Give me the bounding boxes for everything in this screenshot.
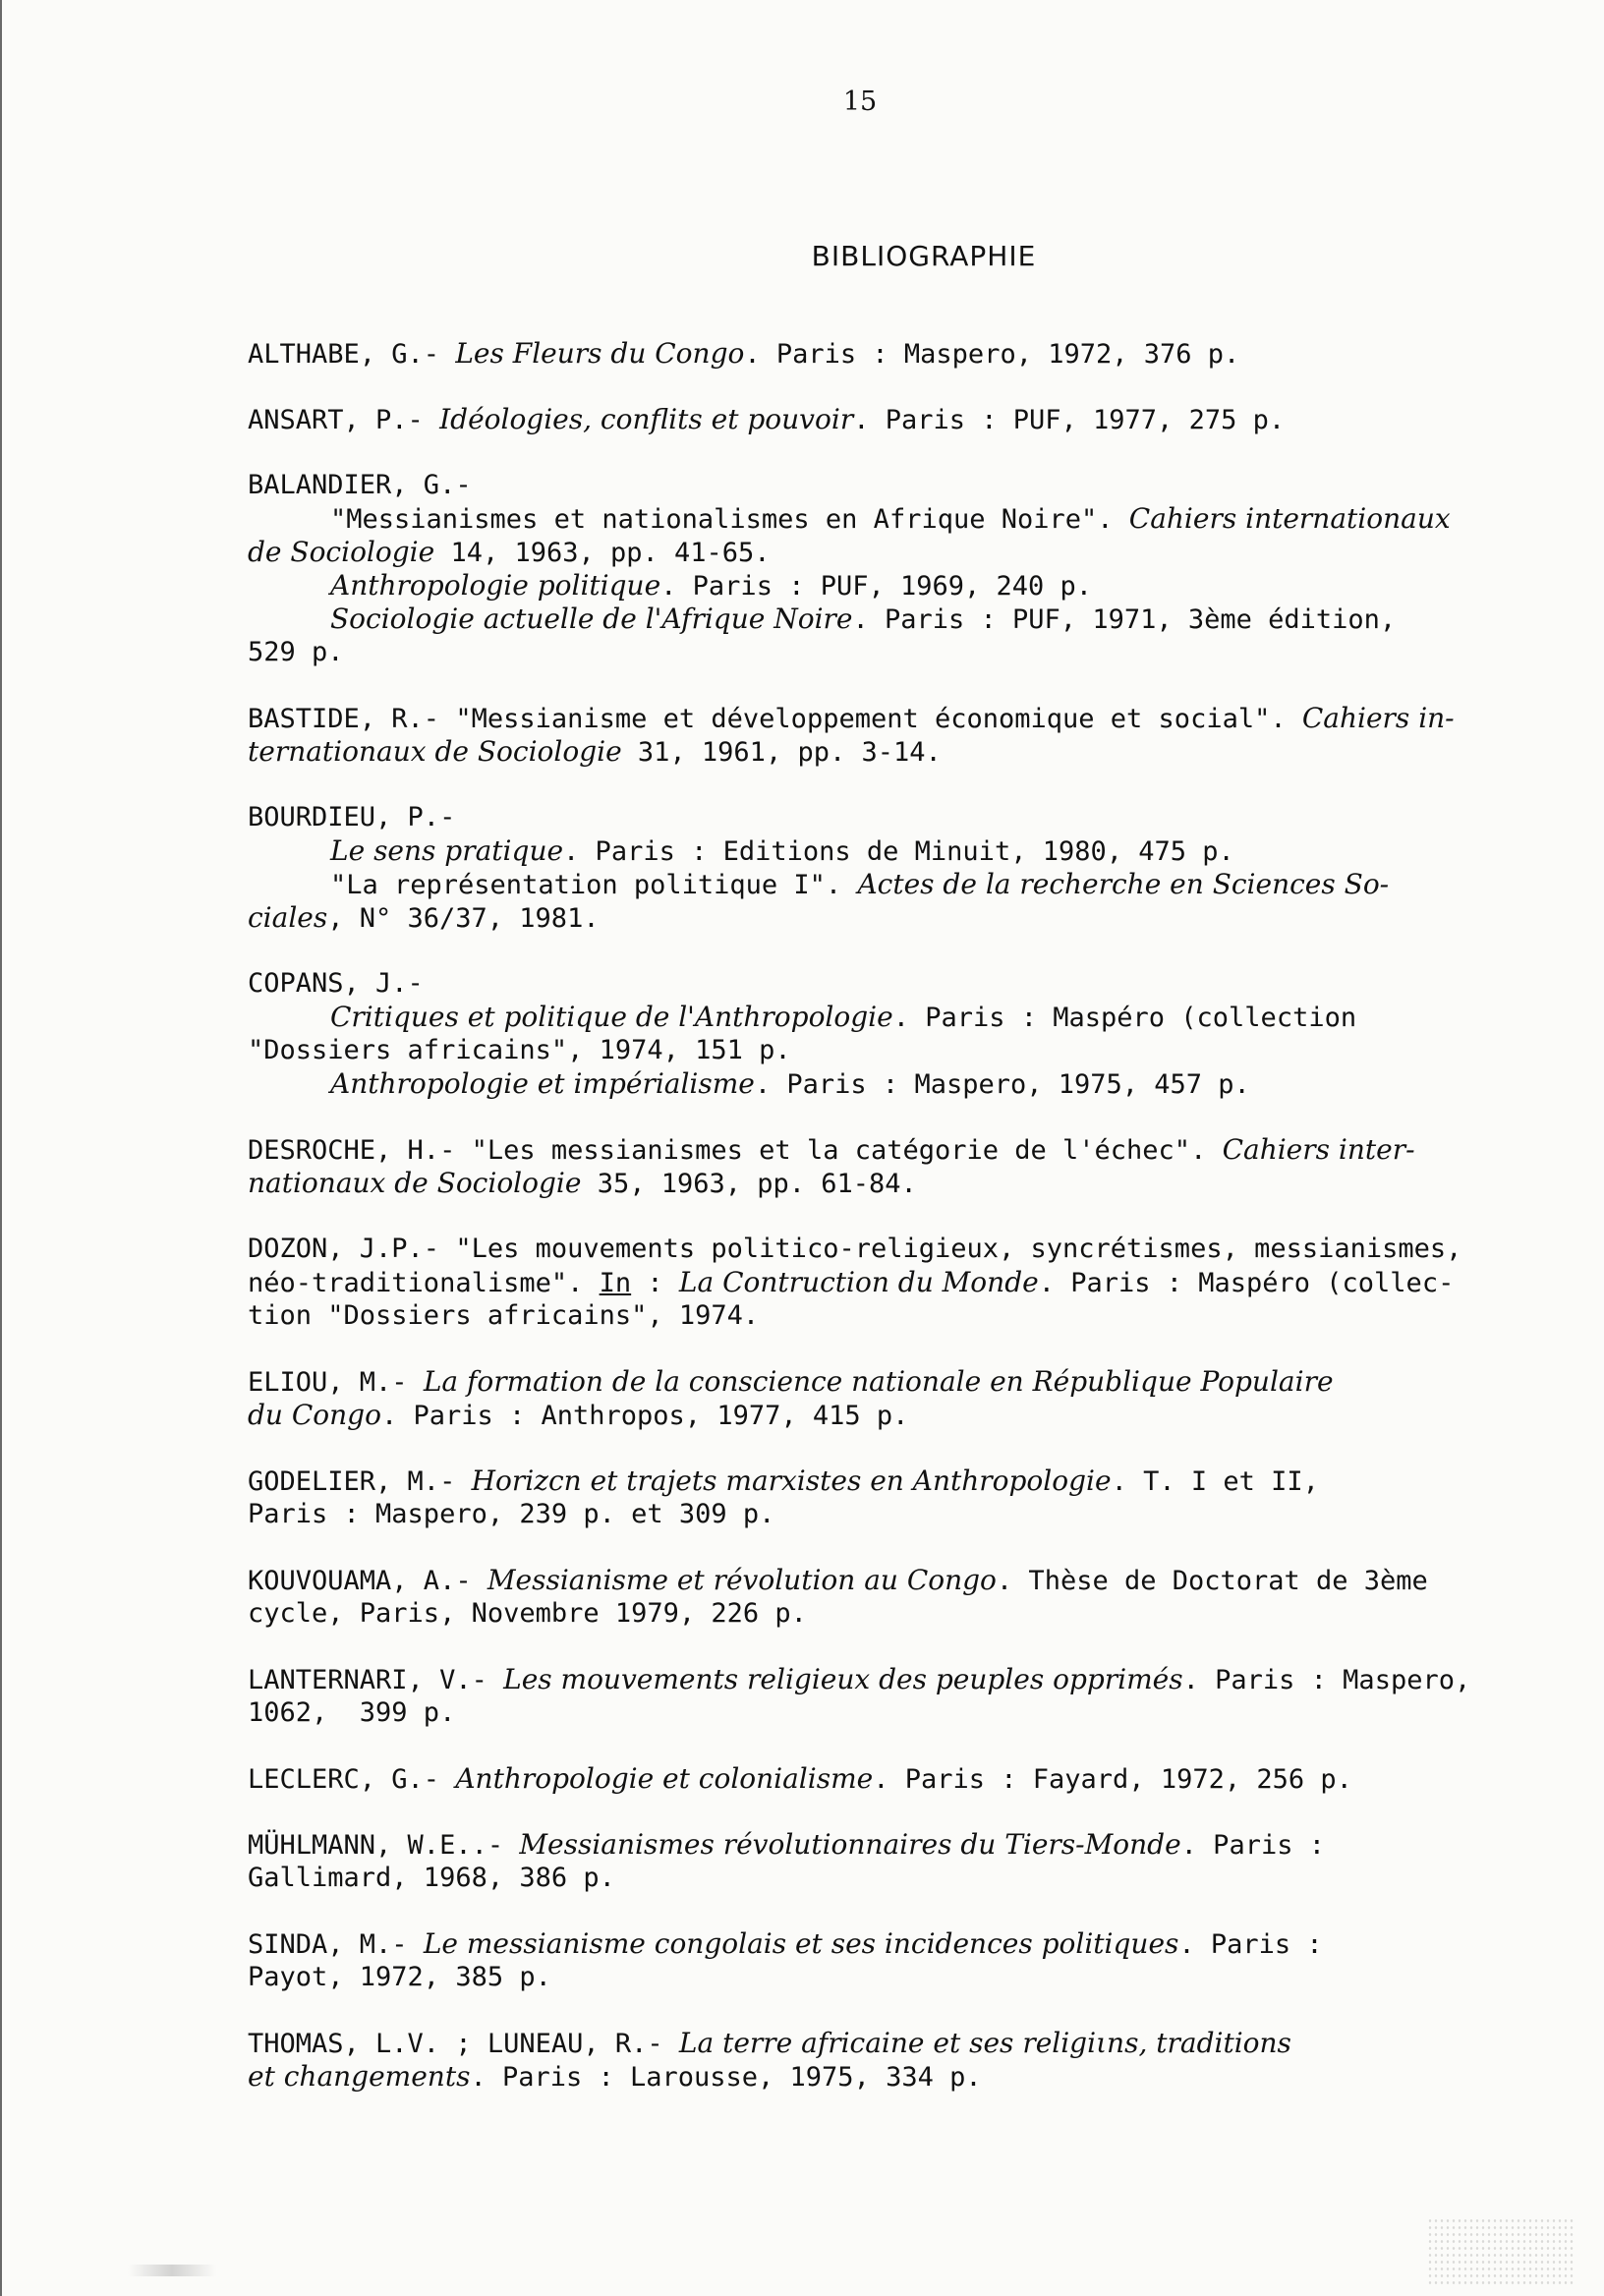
entry-text: THOMAS, L.V. ; LUNEAU, R.- [248,2029,679,2059]
bibliography-list [248,337,1530,2126]
entry-line [248,1862,1530,1895]
entry-line [248,1663,1530,1696]
entry-line [248,1034,1530,1067]
entry-line [248,1564,1530,1597]
entry-line [248,735,1530,769]
entry-text: Payot, 1972, 385 p. [248,1962,551,1992]
bibliography-entry [248,1365,1530,1432]
entry-title-text: La terre africaine et ses religiιns, traditions [678,2027,1291,2059]
entry-title-text: Anthropologie et colonialisme [455,1762,874,1795]
bibliography-entry [248,403,1530,436]
entry-line [248,469,1530,502]
scan-smudge [128,2265,216,2276]
entry-text: 1062, 399 p. [248,1697,456,1728]
entry-text: BOURDIEU, P.- [248,802,456,832]
entry-text: . Paris : [1180,1830,1325,1861]
entry-title-text: Sociologie actuelle de l'Afrique Noire [330,603,853,635]
entry-line [248,502,1530,536]
entry-line [248,967,1530,1001]
entry-text: . T. I et II, [1111,1466,1319,1497]
entry-text: DESROCHE, H.- "Les messianismes et la catégorie de l'échec". [248,1135,1223,1166]
page-number: 15 [842,86,878,117]
entry-text: . Paris : Editions de Minuit, 1980, 475 p. [563,836,1234,867]
entry-line [248,1927,1530,1961]
bibliography-entry [248,1663,1530,1730]
entry-text: néo-traditionalisme". [248,1268,600,1298]
entry-text: : [631,1268,679,1298]
bibliography-entry [248,1233,1530,1333]
entry-line [248,1233,1530,1266]
bibliography-entry [248,967,1530,1101]
entry-text: . Paris : Larousse, 1975, 334 p. [470,2062,982,2093]
entry-line [248,1597,1530,1631]
entry-line [248,337,1530,371]
entry-text: DOZON, J.P.- "Les mouvements politico-religieux, syncrétismes, messianismes, [248,1234,1462,1264]
entry-text: BASTIDE, R.- "Messianisme et développement économique et social". [248,704,1302,734]
entry-line [248,1696,1530,1730]
entry-text: "Messianismes et nationalismes en Afrique Noire". [330,504,1129,535]
entry-title-text: Critiques et politique de l'Anthropologie [330,1001,893,1033]
entry-text: tion "Dossiers africains", 1974. [248,1300,760,1331]
entry-text: BALANDIER, G.- [248,470,472,500]
entry-text: . Paris : Maspero, [1182,1665,1471,1695]
entry-text: , N° 36/37, 1981. [327,903,600,934]
bibliography-entry [248,1828,1530,1895]
entry-text: "Dossiers africains", 1974, 151 p. [248,1035,791,1065]
entry-title-text: Cahiers in- [1301,702,1455,734]
entry-title-text: du Congo [248,1399,381,1431]
entry-text: Paris : Maspero, 239 p. et 309 p. [248,1499,775,1529]
entry-text: GODELIER, M.- [248,1466,472,1497]
entry-text: ALTHABE, G.- [248,339,456,370]
entry-text: 14, 1963, pp. 41-65. [434,538,771,568]
entry-text: . Paris : PUF, 1969, 240 p. [660,571,1093,602]
entry-line [248,1167,1530,1200]
entry-line [248,636,1530,669]
entry-text: LECLERC, G.- [248,1764,456,1795]
entry-title-text: Cahiers inter- [1222,1133,1415,1166]
entry-line [248,1498,1530,1531]
entry-line [248,1266,1530,1299]
entry-text: . Thèse de Doctorat de 3ème [996,1566,1428,1596]
entry-line [248,1299,1530,1333]
entry-text: In [599,1268,632,1298]
bibliography-entry [248,469,1530,669]
entry-line [248,603,1530,636]
bibliography-entry [248,1762,1530,1796]
entry-text: . Paris : Maspero, 1975, 457 p. [754,1069,1250,1100]
entry-text: COPANS, J.- [248,968,424,999]
entry-title-text: Messianismes révolutionnaires du Tiers-Monde [519,1828,1181,1861]
bibliography-entry [248,702,1530,769]
entry-line [248,1067,1530,1101]
entry-title-text: Cahiers internationaux [1128,502,1451,535]
entry-line [248,536,1530,569]
entry-text: ELIOU, M.- [248,1367,424,1398]
entry-text: Gallimard, 1968, 386 p. [248,1863,615,1893]
bibliography-entry [248,1927,1530,1994]
entry-line [248,2060,1530,2094]
entry-text: 35, 1963, pp. 61-84. [581,1169,917,1199]
entry-title-text: Anthropologie politique [330,569,661,602]
entry-title-text: Actes de la recherche en Sciences So- [857,868,1390,900]
entry-line [248,1464,1530,1498]
entry-text: ANSART, P.- [248,405,440,435]
bibliography-entry [248,1564,1530,1631]
entry-line [248,801,1530,834]
entry-line [248,1399,1530,1432]
entry-line [248,1961,1530,1994]
entry-text: KOUVOUAMA, A.- [248,1566,487,1596]
entry-line [248,2027,1530,2060]
entry-text: 529 p. [248,637,344,667]
entry-title-text: Les Fleurs du Congo [455,337,745,370]
entry-text: cycle, Paris, Novembre 1979, 226 p. [248,1598,807,1629]
entry-title-text: nationaux de Sociologie [248,1167,582,1199]
entry-line [248,1365,1530,1399]
entry-text: . Paris : Maspero, 1972, 376 p. [744,339,1240,370]
entry-line [248,1762,1530,1796]
entry-title-text: Le messianisme congolais et ses incidences politiques [423,1927,1179,1960]
entry-text: . Paris : [1178,1929,1323,1960]
entry-text: . Paris : PUF, 1977, 275 p. [853,405,1286,435]
entry-line [248,868,1530,901]
entry-text: MÜHLMANN, W.E..- [248,1830,520,1861]
bibliography-entry [248,337,1530,371]
entry-text: LANTERNARI, V.- [248,1665,504,1695]
entry-line [248,702,1530,735]
entry-title-text: Horizcn et trajets marxistes en Anthropologie [471,1464,1112,1497]
entry-line [248,1133,1530,1167]
entry-line [248,901,1530,935]
entry-text: . Paris : Anthropos, 1977, 415 p. [380,1401,909,1431]
entry-text: . Paris : Maspéro (collec- [1038,1268,1455,1298]
scan-edge [0,0,2,2296]
scan-noise [1427,2217,1575,2286]
entry-line [248,1828,1530,1862]
entry-title-text: ciales [248,901,328,934]
entry-text: SINDA, M.- [248,1929,424,1960]
bibliography-entry [248,1133,1530,1200]
entry-title-text: Messianisme et révolution au Congo [487,1564,997,1596]
entry-title-text: et changements [248,2060,471,2093]
entry-text: 31, 1961, pp. 3-14. [621,737,942,768]
entry-title-text: Les mouvements religieux des peuples opprimés [503,1663,1183,1695]
entry-text: . Paris : Maspéro (collection [892,1003,1357,1033]
entry-line [248,1001,1530,1034]
bibliography-entry [248,801,1530,935]
entry-text: "La représentation politique I". [330,870,858,900]
page-title: BIBLIOGRAPHIE [811,240,1037,272]
entry-title-text: Le sens pratique [330,834,564,867]
entry-line [248,834,1530,868]
entry-text: . Paris : PUF, 1971, 3ème édition, [852,604,1397,635]
entry-line [248,569,1530,603]
entry-text: . Paris : Fayard, 1972, 256 p. [873,1764,1352,1795]
bibliography-entry [248,1464,1530,1531]
entry-title-text: Idéologies, conflits et pouvoir [439,403,854,435]
entry-title-text: La formation de la conscience nationale en République Populaire [423,1365,1334,1398]
entry-title-text: ternationaux de Sociologie [248,735,622,768]
entry-line [248,403,1530,436]
entry-title-text: La Contruction du Monde [678,1266,1039,1298]
entry-title-text: de Sociologie [248,536,435,568]
entry-title-text: Anthropologie et impérialisme [330,1067,755,1100]
bibliography-entry [248,2027,1530,2094]
